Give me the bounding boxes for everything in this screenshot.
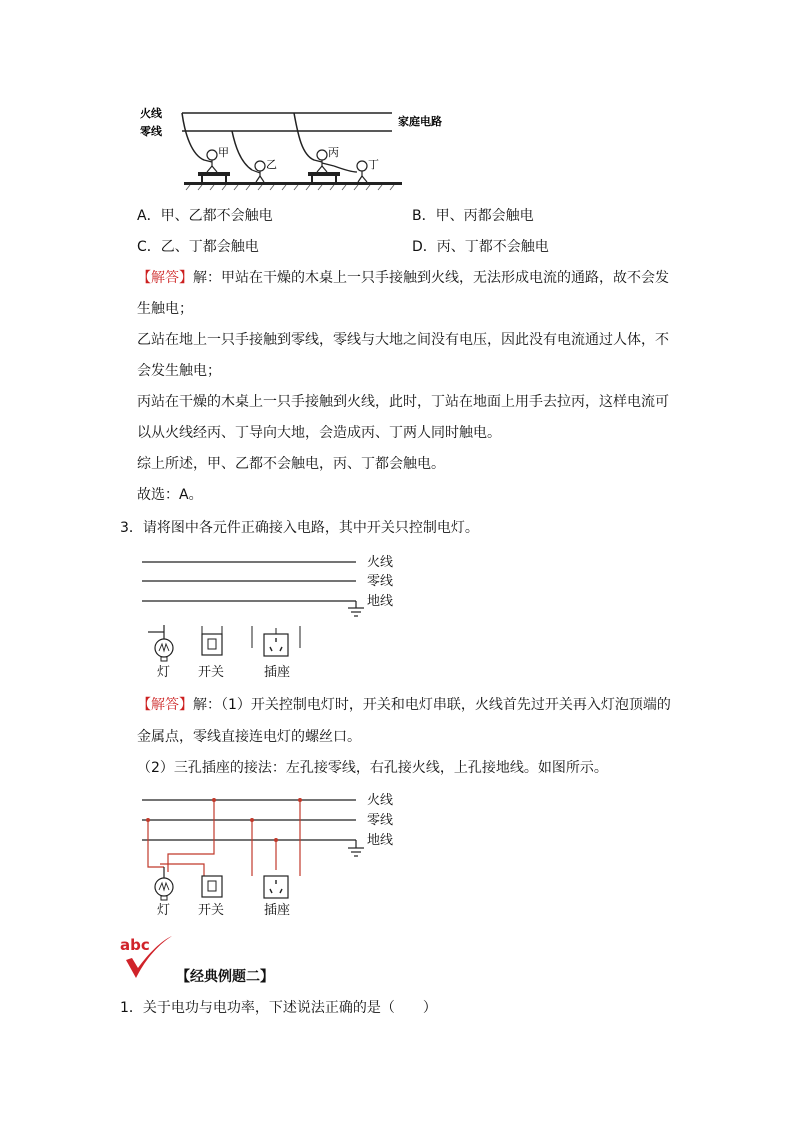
answer1-line-1: 【解答】解：甲站在干燥的木桌上一只手接触到火线，无法形成电流的通路，故不会发 [137, 270, 669, 286]
fig3-label-socket: 插座 [264, 903, 291, 918]
answer1-line-3: 乙站在地上一只手接触到零线，零线与大地之间没有电压，因此没有电流通过人体，不 [137, 332, 669, 348]
answer1-line-2: 生触电； [137, 301, 193, 317]
fig2-label-ground: 地线 [367, 594, 394, 609]
answer3-line-1: 【解答】解：（1）开关控制电灯时，开关和电灯串联，火线首先过开关再入灯泡顶端的 [137, 697, 671, 713]
logo-text: abc [120, 936, 150, 954]
answer3-line-3: （2）三孔插座的接法：左孔接零线，右孔接火线，上孔接地线。如图所示。 [137, 760, 608, 776]
fig2-label-neutral: 零线 [367, 574, 394, 589]
section-heading-example-2: 【经典例题二】 [176, 969, 274, 985]
answer1-line-6: 以从火线经丙、丁导向大地，会造成丙、丁两人同时触电。 [137, 425, 501, 441]
answer1-line-8: 故选：A。 [137, 487, 203, 503]
figure-household-circuit [140, 100, 460, 195]
fig1-person-bing: 丙 [328, 146, 339, 159]
question-3-text: 3．请将图中各元件正确接入电路，其中开关只控制电灯。 [120, 520, 479, 536]
fig1-label-live: 火线 [140, 107, 162, 120]
abc-check-logo [118, 932, 176, 984]
answer3-line-2: 金属点，零线直接连电灯的螺丝口。 [137, 729, 361, 745]
fig2-label-switch: 开关 [198, 665, 225, 680]
fig3-label-neutral: 零线 [367, 813, 394, 828]
fig1-label-home-circuit: 家庭电路 [398, 115, 442, 128]
fig1-person-jia: 甲 [218, 146, 229, 159]
fig3-label-lamp: 灯 [157, 903, 171, 918]
fig2-label-live: 火线 [367, 555, 394, 570]
fig1-person-ding: 丁 [368, 158, 379, 171]
answer1-tag: 【解答】 [137, 270, 193, 286]
fig3-label-ground: 地线 [367, 833, 394, 848]
fig3-label-switch: 开关 [198, 903, 225, 918]
fig3-label-live: 火线 [367, 793, 394, 808]
option-b: B．甲、丙都会触电 [412, 208, 534, 224]
answer1-line-5: 丙站在干燥的木桌上一只手接触到火线，此时，丁站在地面上用手去拉丙，这样电流可 [137, 394, 669, 410]
fig1-label-neutral: 零线 [140, 125, 162, 138]
answer1-line-4: 会发生触电； [137, 363, 221, 379]
option-a: A．甲、乙都不会触电 [137, 208, 273, 224]
section2-question-1: 1．关于电功与电功率，下述说法正确的是（ ） [120, 1000, 437, 1016]
option-c: C．乙、丁都会触电 [137, 239, 259, 255]
fig1-person-yi: 乙 [266, 158, 277, 171]
fig2-label-lamp: 灯 [157, 665, 171, 680]
household-circuit-diagram [140, 100, 460, 195]
answer1-line-7: 综上所述，甲、乙都不会触电，丙、丁都会触电。 [137, 456, 445, 472]
fig2-label-socket: 插座 [264, 665, 291, 680]
checkmark-icon [118, 932, 176, 984]
option-d: D．丙、丁都不会触电 [412, 239, 549, 255]
answer3-tag: 【解答】 [137, 697, 193, 713]
